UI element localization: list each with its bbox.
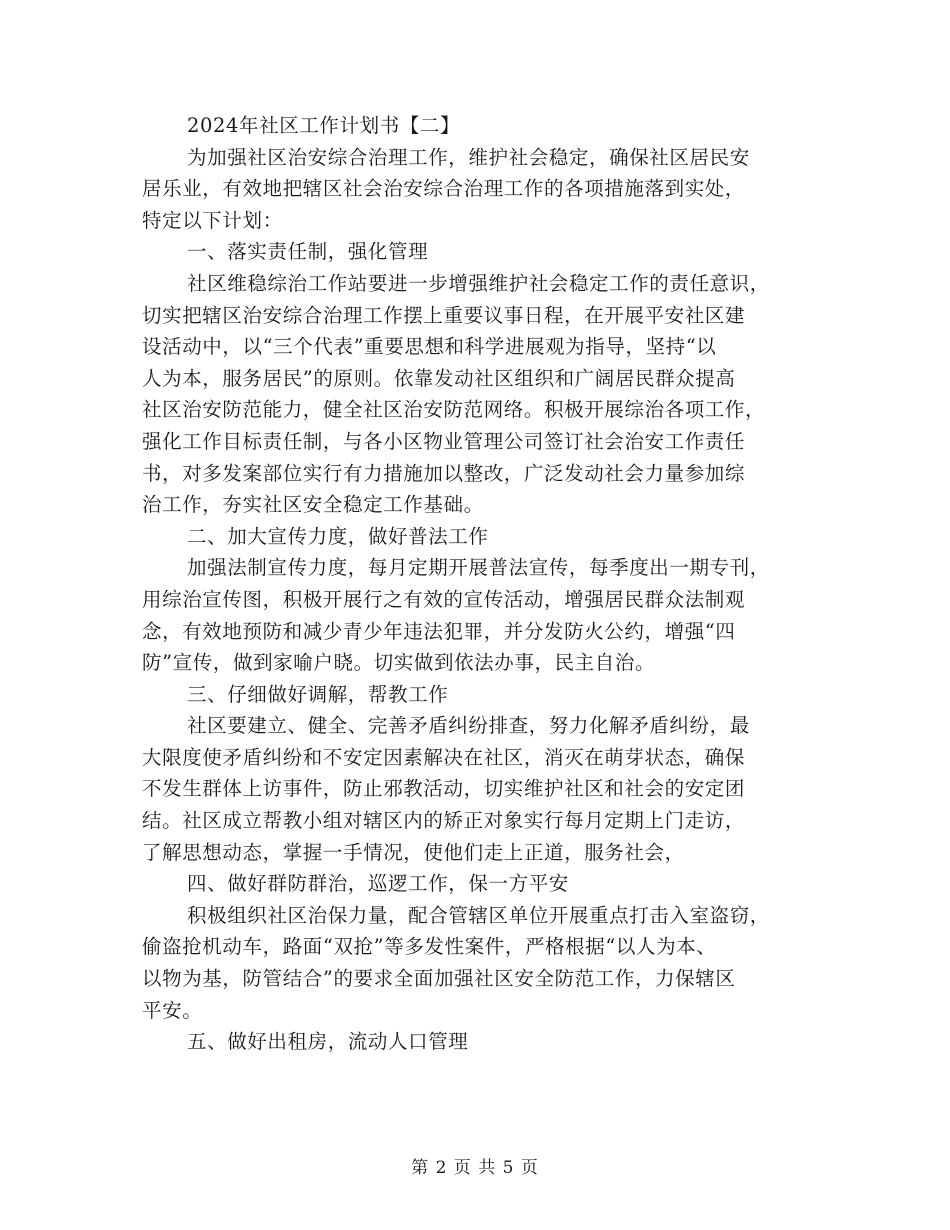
text-line: 不发生群体上访事件，防止邪教活动，切实维护社区和社会的安定团 <box>142 777 746 801</box>
text-line: 社区治安防范能力，健全社区治安防范网络。积极开展综治各项工作， <box>142 398 766 422</box>
text-line: 积极组织社区治保力量，配合管辖区单位开展重点打击入室盗窃， <box>187 903 770 927</box>
text-line: 为加强社区治安综合治理工作，维护社会稳定，确保社区居民安 <box>187 145 750 169</box>
text-line: 书，对多发案部位实行有力措施加以整改，广泛发动社会力量参加综 <box>142 461 746 485</box>
text-line: 念，有效地预防和减少青少年违法犯罪，并分发防火公约，增强“四 <box>142 619 736 643</box>
text-line: 以物为基，防管结合”的要求全面加强社区安全防范工作，力保辖区 <box>142 967 736 991</box>
text-line: 居乐业，有效地把辖区社会治安综合治理工作的各项措施落到实处， <box>142 177 746 201</box>
text-line: 大限度使矛盾纠纷和不安定因素解决在社区，消灭在萌芽状态，确保 <box>142 745 746 769</box>
section-heading: 二、加大宣传力度，做好普法工作 <box>187 524 489 548</box>
document-body <box>142 110 812 1058</box>
text-line: 治工作，夯实社区安全稳定工作基础。 <box>142 493 484 517</box>
text-line: 加强法制宣传力度，每月定期开展普法宣传，每季度出一期专刊， <box>187 556 770 580</box>
text-line: 偷盗抢机动车，路面“双抢”等多发性案件，严格根据“以人为本、 <box>142 935 717 959</box>
text-line: 强化工作目标责任制，与各小区物业管理公司签订社会治安工作责任 <box>142 429 746 453</box>
page-number: 第 2 页 共 5 页 <box>411 1158 539 1178</box>
section-heading: 三、仔细做好调解，帮教工作 <box>187 682 449 706</box>
section-heading: 四、做好群防群治，巡逻工作，保一方平安 <box>187 872 569 896</box>
text-line: 用综治宣传图，积极开展行之有效的宣传活动，增强居民群众法制观 <box>142 587 746 611</box>
text-line: 特定以下计划： <box>142 208 283 232</box>
text-line: 社区维稳综治工作站要进一步增强维护社会稳定工作的责任意识， <box>187 271 770 295</box>
text-line: 防”宣传，做到家喻户晓。切实做到依法办事，民主自治。 <box>142 651 656 675</box>
text-line: 结。社区成立帮教小组对辖区内的矫正对象实行每月定期上门走访， <box>142 809 746 833</box>
section-heading: 一、落实责任制，强化管理 <box>187 240 429 264</box>
text-line: 人为本，服务居民”的原则。依靠发动社区组织和广阔居民群众提高 <box>142 366 736 390</box>
document-title: 2024年社区工作计划书【二】 <box>187 114 461 137</box>
text-line: 平安。 <box>142 998 203 1022</box>
text-line: 设活动中，以“三个代表”重要思想和科学进展观为指导，坚持“以 <box>142 335 717 359</box>
section-heading: 五、做好出租房，流动人口管理 <box>187 1030 469 1054</box>
text-line: 了解思想动态，掌握一手情况，使他们走上正道，服务社会， <box>142 840 685 864</box>
text-line: 切实把辖区治安综合治理工作摆上重要议事日程，在开展平安社区建 <box>142 303 746 327</box>
text-line: 社区要建立、健全、完善矛盾纠纷排查，努力化解矛盾纠纷，最 <box>187 714 750 738</box>
